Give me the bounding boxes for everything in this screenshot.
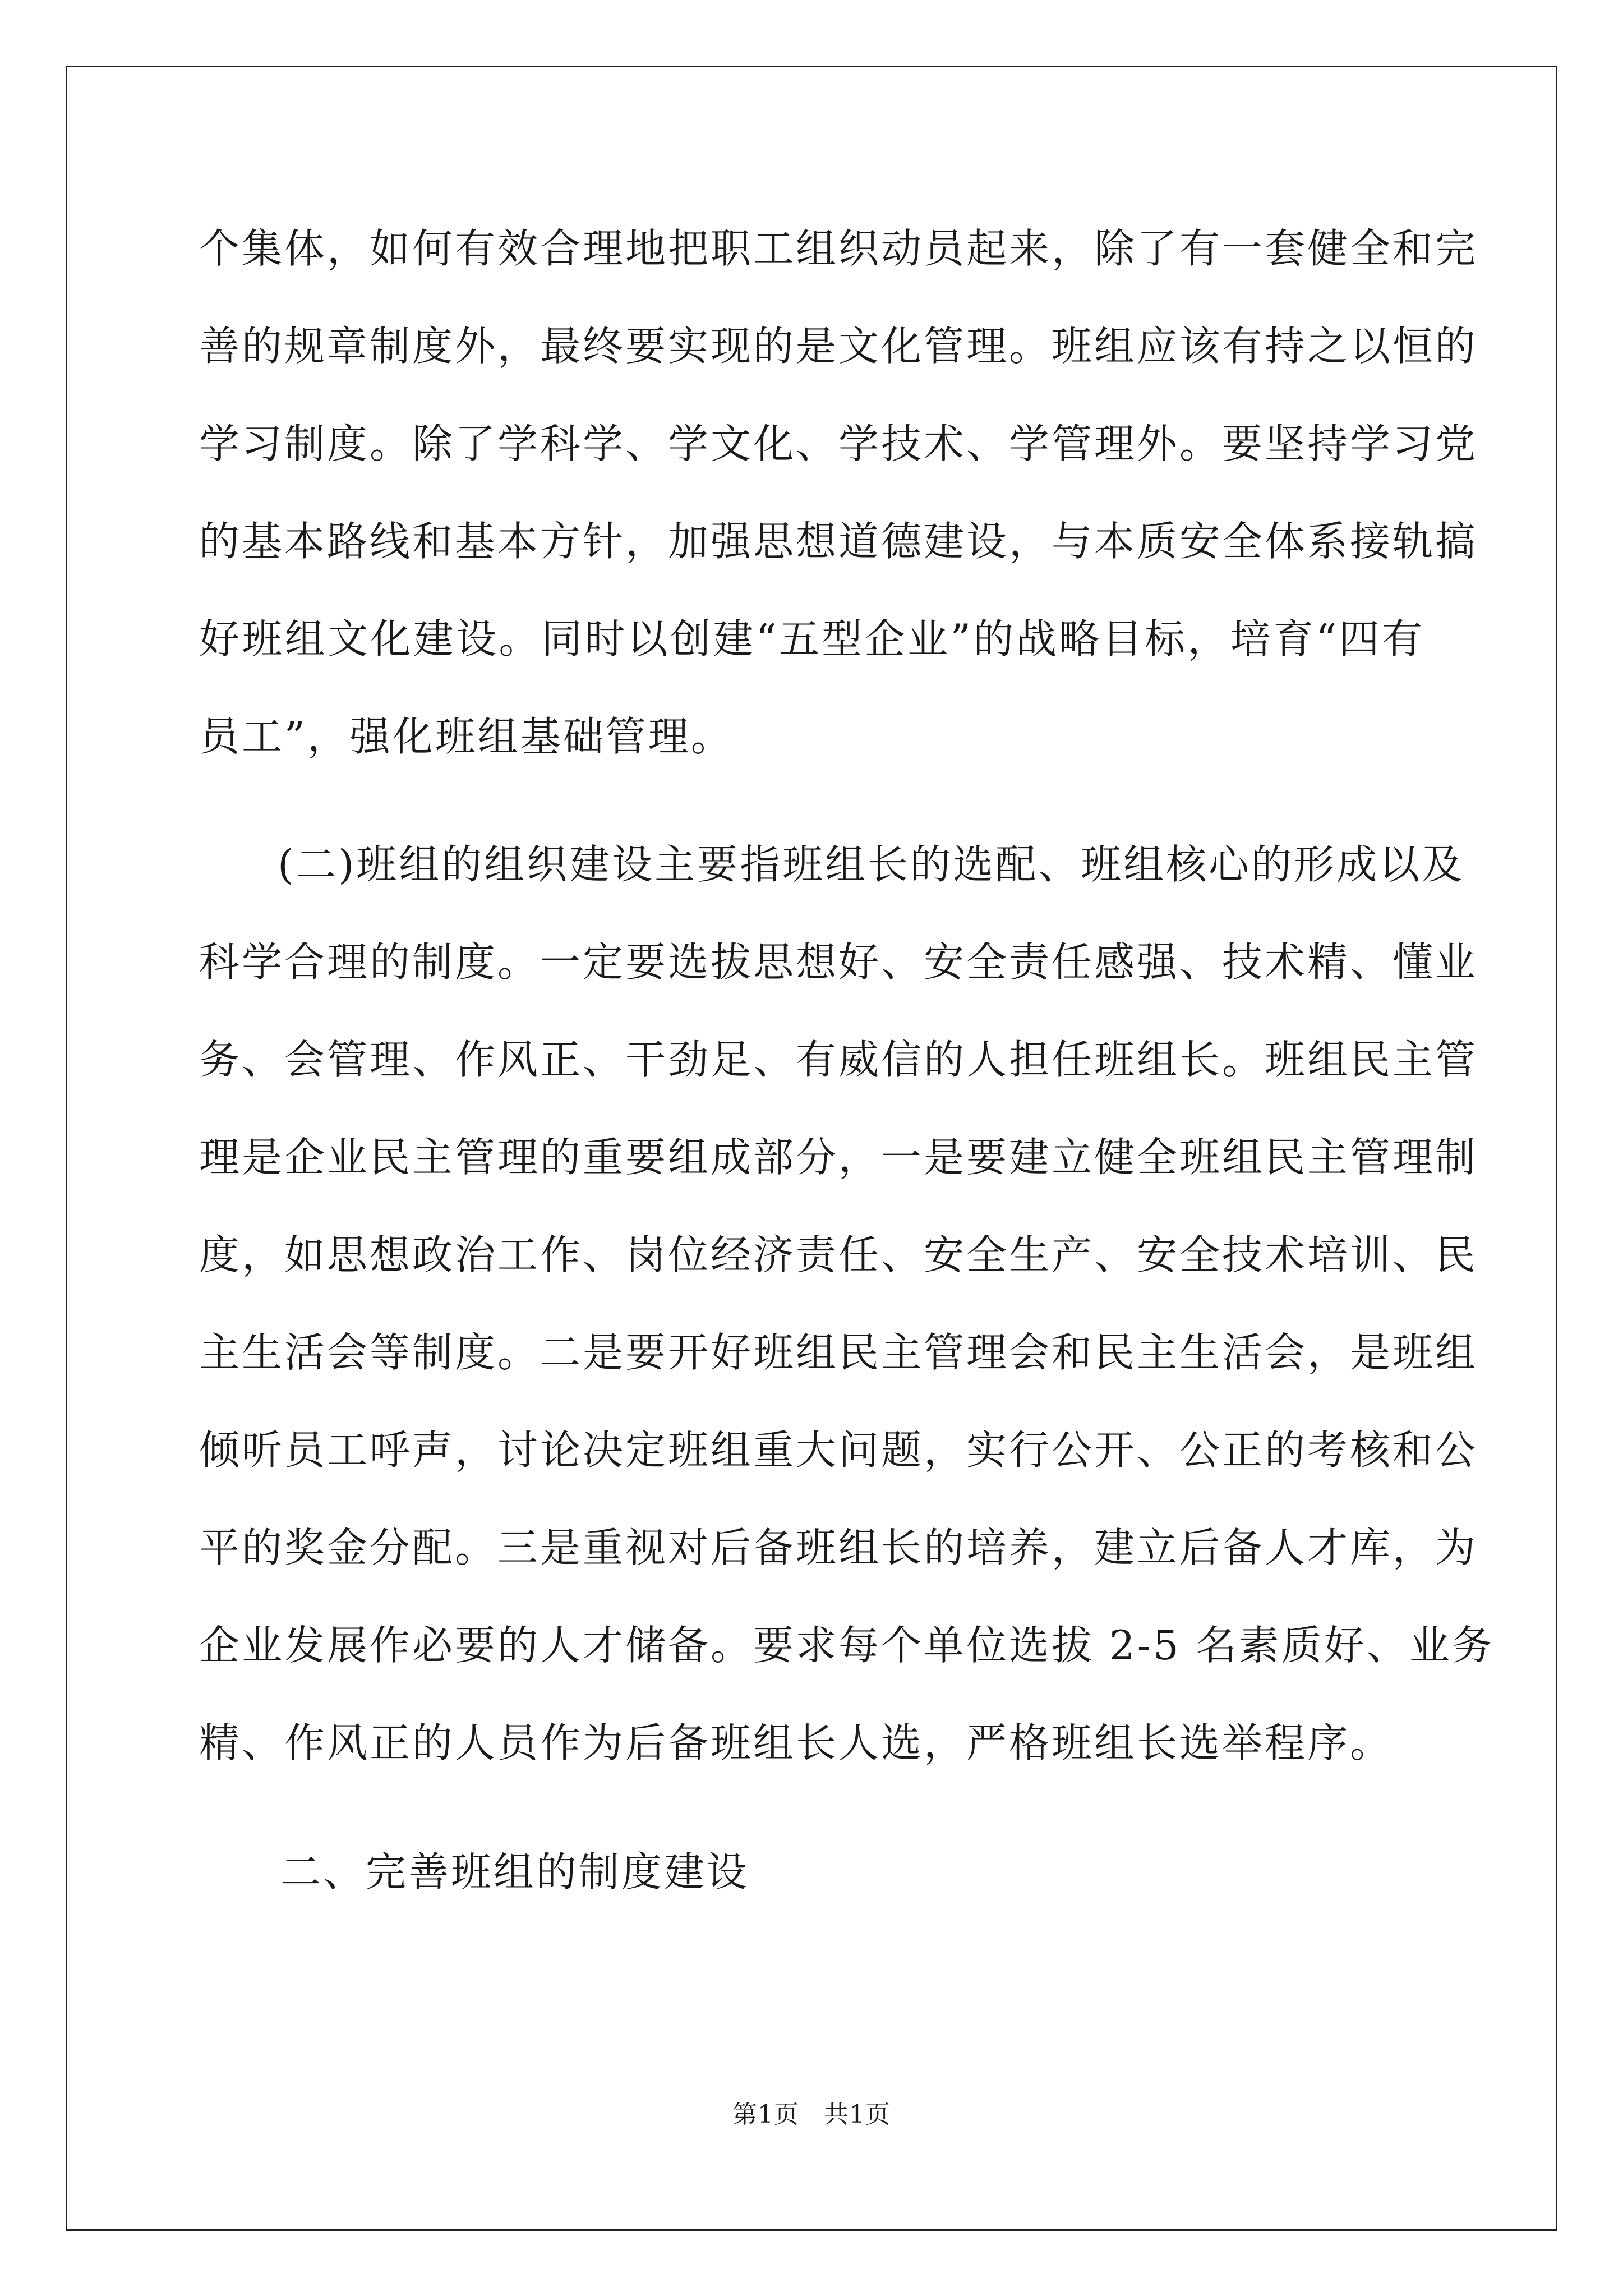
text-line: 务、会管理、作风正、干劲足、有威信的人担任班组长。班组民主管 xyxy=(199,1036,1478,1083)
text-line: 学习制度。除了学科学、学文化、学技术、学管理外。要坚持学习党 xyxy=(199,420,1478,467)
text-line: (二)班组的组织建设主要指班组长的选配、班组核心的形成以及 xyxy=(278,841,1465,888)
page-total: 共1页 xyxy=(824,2100,891,2129)
section-heading-block xyxy=(199,1831,1424,1929)
text-line: 平的奖金分配。三是重视对后备班组长的培养，建立后备人才库，为 xyxy=(199,1524,1478,1571)
text-line: 的基本路线和基本方针，加强思想道德建设，与本质安全体系接轨搞 xyxy=(199,518,1478,565)
text-line: 精、作风正的人员作为后备班组长人选，严格班组长选举程序。 xyxy=(199,1719,1393,1766)
paragraph-spacing xyxy=(199,1800,1424,1831)
document-body xyxy=(199,208,1495,1929)
text-line: 倾听员工呼声，讨论决定班组重大问题，实行公开、公正的考核和公 xyxy=(199,1427,1478,1474)
text-line: 科学合理的制度。一定要选拔思想好、安全责任感强、技术精、懂业 xyxy=(199,938,1478,986)
paragraph xyxy=(199,208,1478,793)
text-line: 个集体，如何有效合理地把职工组织动员起来，除了有一套健全和完 xyxy=(199,225,1478,272)
text-line: 企业发展作必要的人才储备。要求每个单位选拔 2-5 名素质好、业务 xyxy=(199,1622,1495,1669)
text-line: 理是企业民主管理的重要组成部分，一是要建立健全班组民主管理制 xyxy=(199,1134,1478,1181)
paragraph xyxy=(199,823,1495,1800)
section-heading: 二、完善班组的制度建设 xyxy=(280,1848,750,1895)
page-number: 第1页 xyxy=(732,2100,799,2129)
text-line: 度，如思想政治工作、岗位经济责任、安全生产、安全技术培训、民 xyxy=(199,1231,1478,1278)
page-footer xyxy=(0,2098,1623,2132)
text-line: 好班组文化建设。同时以创建“五型企业”的战略目标，培育“四有 xyxy=(199,615,1424,662)
text-line: 员工”，强化班组基础管理。 xyxy=(199,713,734,760)
text-line: 善的规章制度外，最终要实现的是文化管理。班组应该有持之以恒的 xyxy=(199,323,1478,370)
text-line: 主生活会等制度。二是要开好班组民主管理会和民主生活会，是班组 xyxy=(199,1329,1478,1376)
